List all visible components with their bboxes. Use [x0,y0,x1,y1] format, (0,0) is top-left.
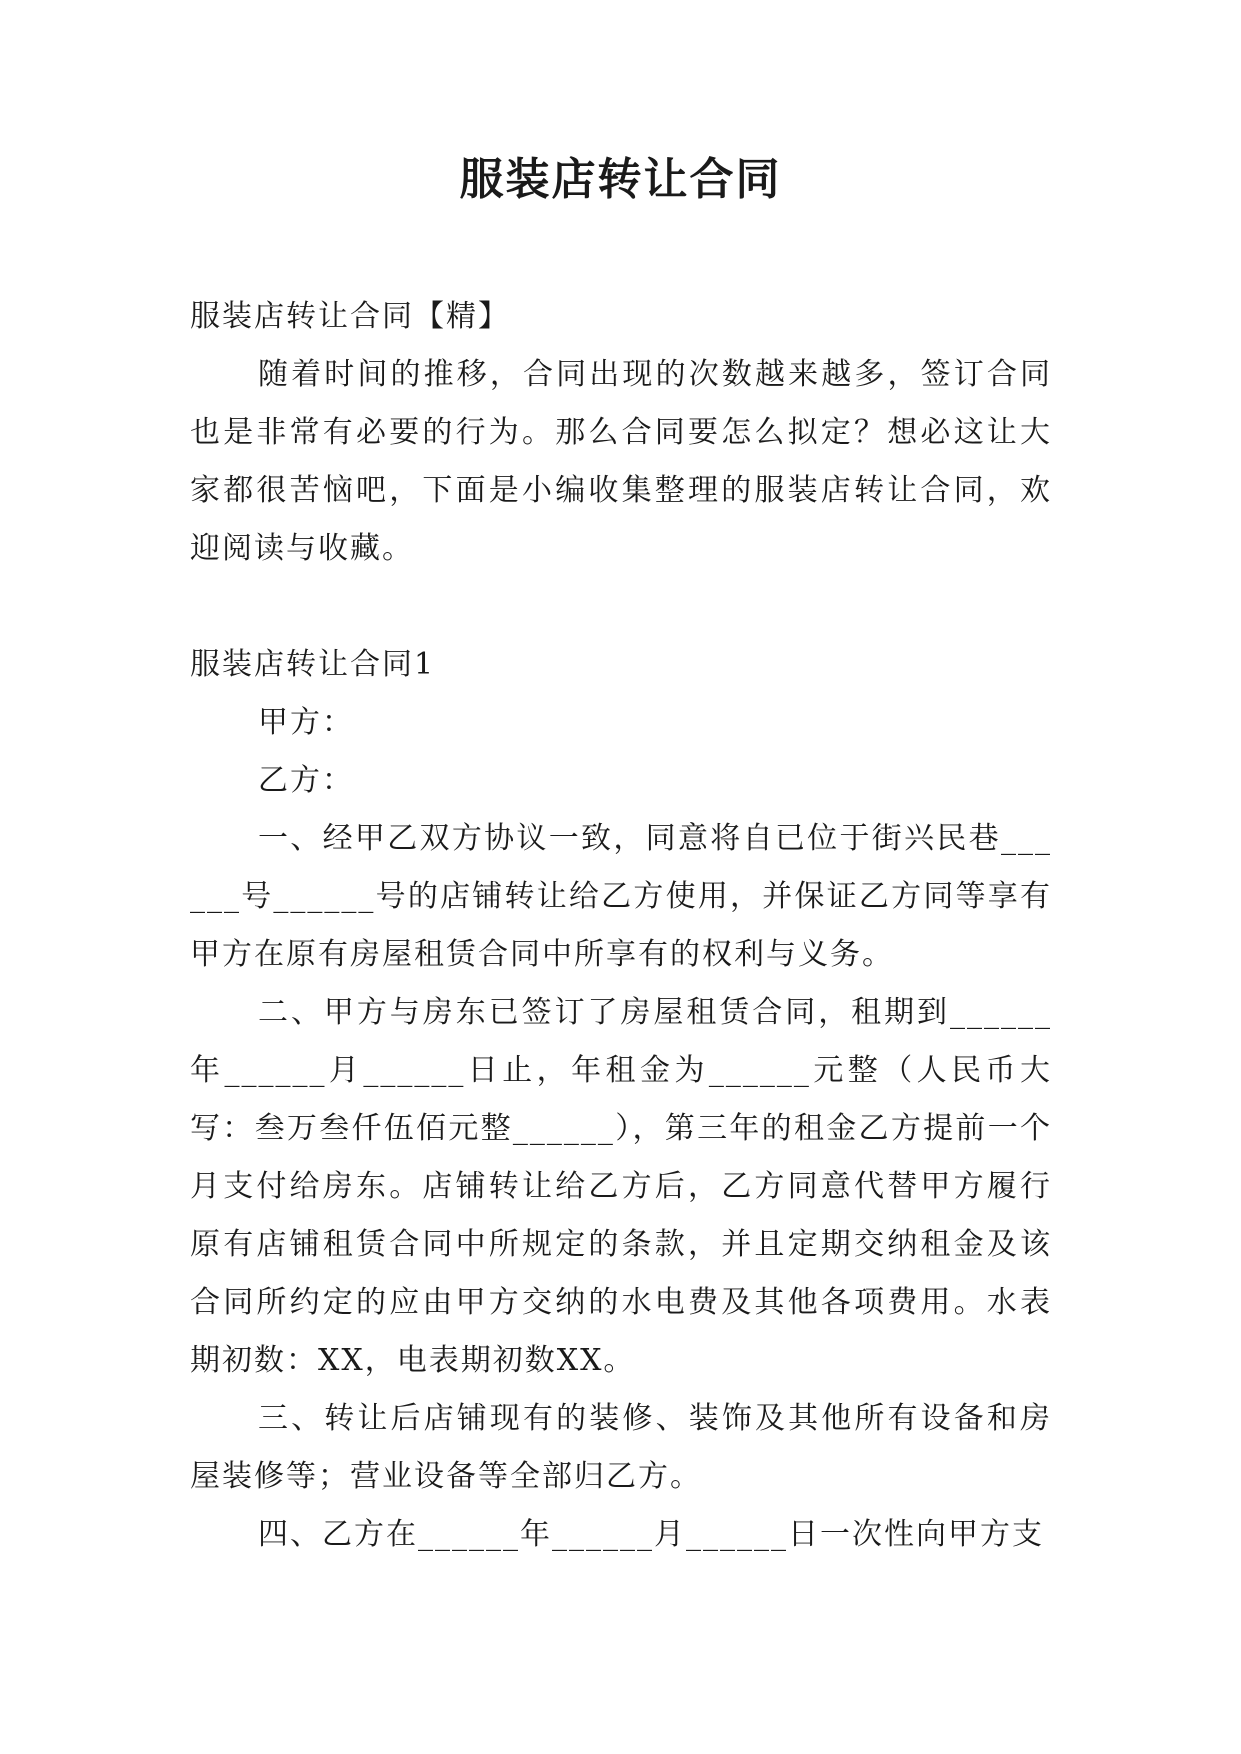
intro-paragraph: 随着时间的推移，合同出现的次数越来越多，签订合同也是非常有必要的行为。那么合同要怎么拟定？想必这让大家都很苦恼吧，下面是小编收集整理的服装店转让合同，欢迎阅读与收藏。 [190,357,1052,566]
clause-1: 一、经甲乙双方协议一致，同意将自已位于街兴民巷______号______号的店铺转让给乙方使用，并保证乙方同等享有甲方在原有房屋租赁合同中所享有的权利与义务。 [190,821,1052,972]
party-a-line: 甲方： [258,705,354,740]
party-b-line: 乙方： [258,763,354,798]
document-body [190,288,1052,1564]
clause-3: 三、转让后店铺现有的装修、装饰及其他所有设备和房屋装修等；营业设备等全部归乙方。 [190,1401,1052,1494]
intro-heading: 服装店转让合同【精】 [190,299,510,334]
contract-1-heading: 服装店转让合同1 [190,647,436,682]
clause-4: 四、乙方在______年______月______日一次性向甲方支 [258,1517,1044,1552]
document-title: 服装店转让合同 [459,154,782,205]
clause-2: 二、甲方与房东已签订了房屋租赁合同，租期到______年______月______日止，年租金为______元整（人民币大写：叁万叁仟伍佰元整______），第三年的租金乙方提前一个月支付给房东。店铺转让给乙方后，乙方同意代替甲方履行原有店铺租赁合同中所规定的条款，并且定期交纳租金及该合同所约定的应由甲方交纳的水电费及其他各项费用。水表期初数：XX，电表期初数XX。 [190,995,1052,1378]
